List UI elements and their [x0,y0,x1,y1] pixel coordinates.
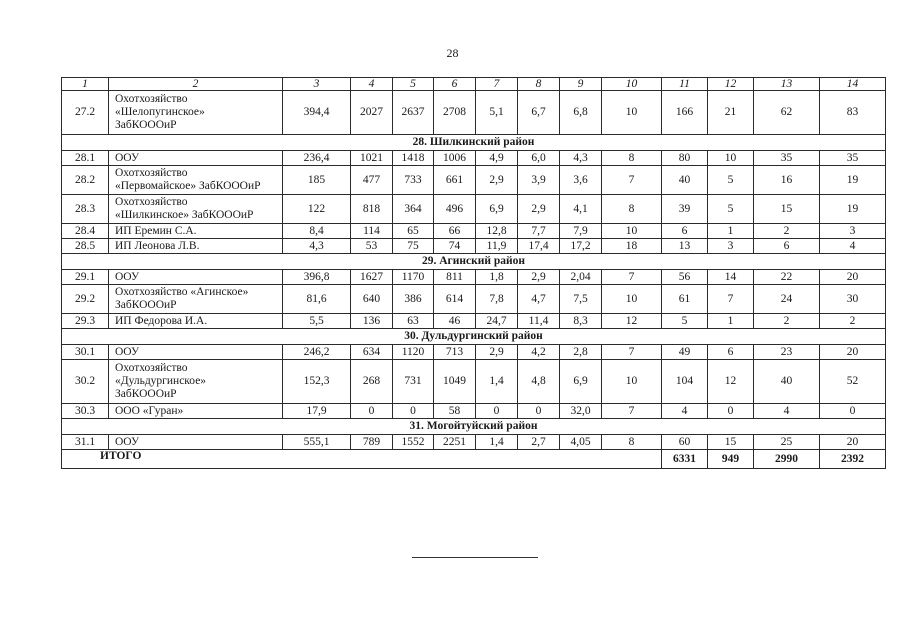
name-line: ЗабКОООиР [115,299,177,311]
value-cell: 2,9 [476,345,518,360]
hunting-ground-name [109,360,283,404]
row-number: 31.1 [62,435,109,450]
value-cell: 2251 [434,435,476,450]
value-cell: 6,8 [560,91,602,135]
value-cell: 5,5 [283,314,351,329]
table-row [62,404,886,419]
value-cell: 268 [351,360,393,404]
name-line: Охотхозяйство [115,362,188,374]
value-cell: 2027 [351,91,393,135]
column-number-cell: 1 [62,78,109,91]
value-cell: 22 [754,270,820,285]
value-cell: 634 [351,345,393,360]
row-number: 28.4 [62,224,109,239]
value-cell: 8 [602,151,662,166]
value-cell: 21 [708,91,754,135]
value-cell: 56 [662,270,708,285]
column-number-cell: 10 [602,78,662,91]
hunting-ground-name [109,195,283,224]
value-cell: 80 [662,151,708,166]
value-cell: 61 [662,285,708,314]
name-line: Охотхозяйство [115,167,188,179]
value-cell: 4,8 [518,360,560,404]
value-cell: 236,4 [283,151,351,166]
value-cell: 74 [434,239,476,254]
hunting-ground-name [109,151,283,166]
column-number-cell: 2 [109,78,283,91]
value-cell: 4,3 [283,239,351,254]
value-cell: 7,5 [560,285,602,314]
name-line: Охотхозяйство «Агинское» [115,286,249,298]
name-line: ЗабКОООиР [115,388,177,400]
value-cell: 6,9 [476,195,518,224]
name-line: «Шелопугинское» [115,106,205,118]
hunting-ground-name [109,239,283,254]
page-number: 28 [446,46,459,60]
value-cell: 17,4 [518,239,560,254]
value-cell: 20 [820,435,886,450]
value-cell: 12 [602,314,662,329]
value-cell: 0 [708,404,754,419]
hunting-ground-name [109,404,283,419]
value-cell: 5 [708,195,754,224]
value-cell: 2 [820,314,886,329]
value-cell: 17,9 [283,404,351,419]
row-number: 29.1 [62,270,109,285]
value-cell: 81,6 [283,285,351,314]
footer-separator-line [412,557,538,558]
value-cell: 25 [754,435,820,450]
row-number: 27.2 [62,91,109,135]
value-cell: 6 [662,224,708,239]
value-cell: 104 [662,360,708,404]
value-cell: 2,9 [476,166,518,195]
hunting-ground-name [109,314,283,329]
value-cell: 49 [662,345,708,360]
column-number-cell: 3 [283,78,351,91]
value-cell: 0 [518,404,560,419]
value-cell: 136 [351,314,393,329]
value-cell: 364 [393,195,434,224]
value-cell: 11,9 [476,239,518,254]
table-row [62,345,886,360]
name-line: Охотхозяйство [115,93,188,105]
value-cell: 63 [393,314,434,329]
total-row [62,450,886,469]
value-cell: 477 [351,166,393,195]
value-cell: 1021 [351,151,393,166]
value-cell: 496 [434,195,476,224]
value-cell: 4 [820,239,886,254]
value-cell: 7,9 [560,224,602,239]
value-cell: 75 [393,239,434,254]
value-cell: 2,8 [560,345,602,360]
value-cell: 1627 [351,270,393,285]
value-cell: 166 [662,91,708,135]
value-cell: 60 [662,435,708,450]
value-cell: 7 [602,270,662,285]
value-cell: 114 [351,224,393,239]
name-line: ИП Федорова И.А. [115,314,208,327]
row-number: 28.3 [62,195,109,224]
value-cell: 10 [708,151,754,166]
region-title: 28. Шилкинский район [62,135,886,151]
hunting-ground-name [109,224,283,239]
value-cell: 8 [602,195,662,224]
hunting-ground-name [109,166,283,195]
value-cell: 2 [754,314,820,329]
value-cell: 614 [434,285,476,314]
value-cell: 46 [434,314,476,329]
table-row [62,239,886,254]
value-cell: 4,1 [560,195,602,224]
value-cell: 789 [351,435,393,450]
value-cell: 40 [754,360,820,404]
value-cell: 1,4 [476,435,518,450]
table-row [62,314,886,329]
value-cell: 6,9 [560,360,602,404]
value-cell: 0 [393,404,434,419]
value-cell: 40 [662,166,708,195]
value-cell: 8,3 [560,314,602,329]
value-cell: 20 [820,270,886,285]
table-row [62,151,886,166]
value-cell: 386 [393,285,434,314]
value-cell: 122 [283,195,351,224]
column-number-cell: 14 [820,78,886,91]
value-cell: 11,4 [518,314,560,329]
table-row [62,435,886,450]
value-cell: 152,3 [283,360,351,404]
region-title: 31. Могойтуйский район [62,419,886,435]
column-number-cell: 5 [393,78,434,91]
value-cell: 1 [708,224,754,239]
value-cell: 62 [754,91,820,135]
value-cell: 0 [820,404,886,419]
column-number-cell: 7 [476,78,518,91]
value-cell: 4,05 [560,435,602,450]
value-cell: 7 [602,166,662,195]
name-line: ООУ [115,270,140,283]
value-cell: 4,7 [518,285,560,314]
row-number: 28.1 [62,151,109,166]
value-cell: 246,2 [283,345,351,360]
value-cell: 8 [602,435,662,450]
value-cell: 555,1 [283,435,351,450]
value-cell: 19 [820,195,886,224]
total-value: 949 [708,450,754,469]
value-cell: 733 [393,166,434,195]
table-row [62,166,886,195]
column-number-cell: 4 [351,78,393,91]
value-cell: 10 [602,224,662,239]
value-cell: 35 [754,151,820,166]
region-title: 30. Дульдургинский район [62,329,886,345]
table-row [62,195,886,224]
column-number-row [62,78,886,91]
value-cell: 15 [708,435,754,450]
value-cell: 661 [434,166,476,195]
row-number: 29.3 [62,314,109,329]
value-cell: 818 [351,195,393,224]
name-line: «Первомайское» ЗабКОООиР [115,180,261,192]
value-cell: 1,4 [476,360,518,404]
value-cell: 20 [820,345,886,360]
value-cell: 6,7 [518,91,560,135]
value-cell: 394,4 [283,91,351,135]
value-cell: 0 [476,404,518,419]
value-cell: 4 [754,404,820,419]
value-cell: 19 [820,166,886,195]
row-number: 30.1 [62,345,109,360]
value-cell: 8,4 [283,224,351,239]
value-cell: 32,0 [560,404,602,419]
column-number-cell: 9 [560,78,602,91]
value-cell: 83 [820,91,886,135]
column-number-cell: 11 [662,78,708,91]
value-cell: 640 [351,285,393,314]
total-label: ИТОГО [62,450,662,469]
column-number-cell: 6 [434,78,476,91]
value-cell: 23 [754,345,820,360]
value-cell: 4 [662,404,708,419]
value-cell: 5,1 [476,91,518,135]
hunting-stats-table [61,77,886,469]
value-cell: 2,9 [518,270,560,285]
value-cell: 6,0 [518,151,560,166]
value-cell: 4,9 [476,151,518,166]
name-line: «Дульдургинское» [115,375,207,387]
value-cell: 713 [434,345,476,360]
value-cell: 1,8 [476,270,518,285]
table-row [62,91,886,135]
region-row [62,329,886,345]
value-cell: 10 [602,285,662,314]
value-cell: 10 [602,360,662,404]
table-row [62,270,886,285]
value-cell: 7 [602,345,662,360]
value-cell: 0 [351,404,393,419]
value-cell: 4,3 [560,151,602,166]
value-cell: 5 [662,314,708,329]
name-line: «Шилкинское» ЗабКОООиР [115,209,254,221]
value-cell: 5 [708,166,754,195]
value-cell: 24 [754,285,820,314]
value-cell: 24,7 [476,314,518,329]
column-number-cell: 8 [518,78,560,91]
table-row [62,224,886,239]
value-cell: 6 [754,239,820,254]
name-line: ООУ [115,435,140,448]
value-cell: 3 [820,224,886,239]
column-number-cell: 12 [708,78,754,91]
name-line: ООУ [115,345,140,358]
value-cell: 65 [393,224,434,239]
name-line: ИП Еремин С.А. [115,224,197,237]
value-cell: 1 [708,314,754,329]
value-cell: 185 [283,166,351,195]
value-cell: 7,7 [518,224,560,239]
hunting-ground-name [109,285,283,314]
region-row [62,419,886,435]
value-cell: 14 [708,270,754,285]
value-cell: 811 [434,270,476,285]
value-cell: 39 [662,195,708,224]
row-number: 28.2 [62,166,109,195]
value-cell: 1049 [434,360,476,404]
column-number-cell: 13 [754,78,820,91]
value-cell: 12 [708,360,754,404]
total-value: 2990 [754,450,820,469]
value-cell: 2,7 [518,435,560,450]
hunting-ground-name [109,91,283,135]
value-cell: 1418 [393,151,434,166]
table-row [62,285,886,314]
name-line: ИП Леонова Л.В. [115,239,200,252]
region-row [62,254,886,270]
value-cell: 52 [820,360,886,404]
region-row [62,135,886,151]
total-value: 6331 [662,450,708,469]
hunting-ground-name [109,270,283,285]
value-cell: 2,04 [560,270,602,285]
value-cell: 2708 [434,91,476,135]
value-cell: 1552 [393,435,434,450]
value-cell: 13 [662,239,708,254]
hunting-ground-name [109,345,283,360]
value-cell: 10 [602,91,662,135]
value-cell: 17,2 [560,239,602,254]
row-number: 30.2 [62,360,109,404]
value-cell: 7 [602,404,662,419]
value-cell: 6 [708,345,754,360]
row-number: 28.5 [62,239,109,254]
value-cell: 53 [351,239,393,254]
value-cell: 18 [602,239,662,254]
value-cell: 3,6 [560,166,602,195]
value-cell: 2 [754,224,820,239]
value-cell: 35 [820,151,886,166]
table-row [62,360,886,404]
value-cell: 4,2 [518,345,560,360]
value-cell: 3,9 [518,166,560,195]
value-cell: 1170 [393,270,434,285]
name-line: Охотхозяйство [115,196,188,208]
total-value: 2392 [820,450,886,469]
value-cell: 66 [434,224,476,239]
name-line: ЗабКОООиР [115,119,177,131]
hunting-ground-name [109,435,283,450]
value-cell: 396,8 [283,270,351,285]
value-cell: 58 [434,404,476,419]
value-cell: 7 [708,285,754,314]
name-line: ООО «Гуран» [115,404,184,417]
value-cell: 7,8 [476,285,518,314]
value-cell: 731 [393,360,434,404]
value-cell: 30 [820,285,886,314]
region-title: 29. Агинский район [62,254,886,270]
value-cell: 1120 [393,345,434,360]
value-cell: 16 [754,166,820,195]
value-cell: 2637 [393,91,434,135]
value-cell: 2,9 [518,195,560,224]
row-number: 30.3 [62,404,109,419]
value-cell: 1006 [434,151,476,166]
value-cell: 15 [754,195,820,224]
row-number: 29.2 [62,285,109,314]
value-cell: 12,8 [476,224,518,239]
name-line: ООУ [115,151,140,164]
value-cell: 3 [708,239,754,254]
